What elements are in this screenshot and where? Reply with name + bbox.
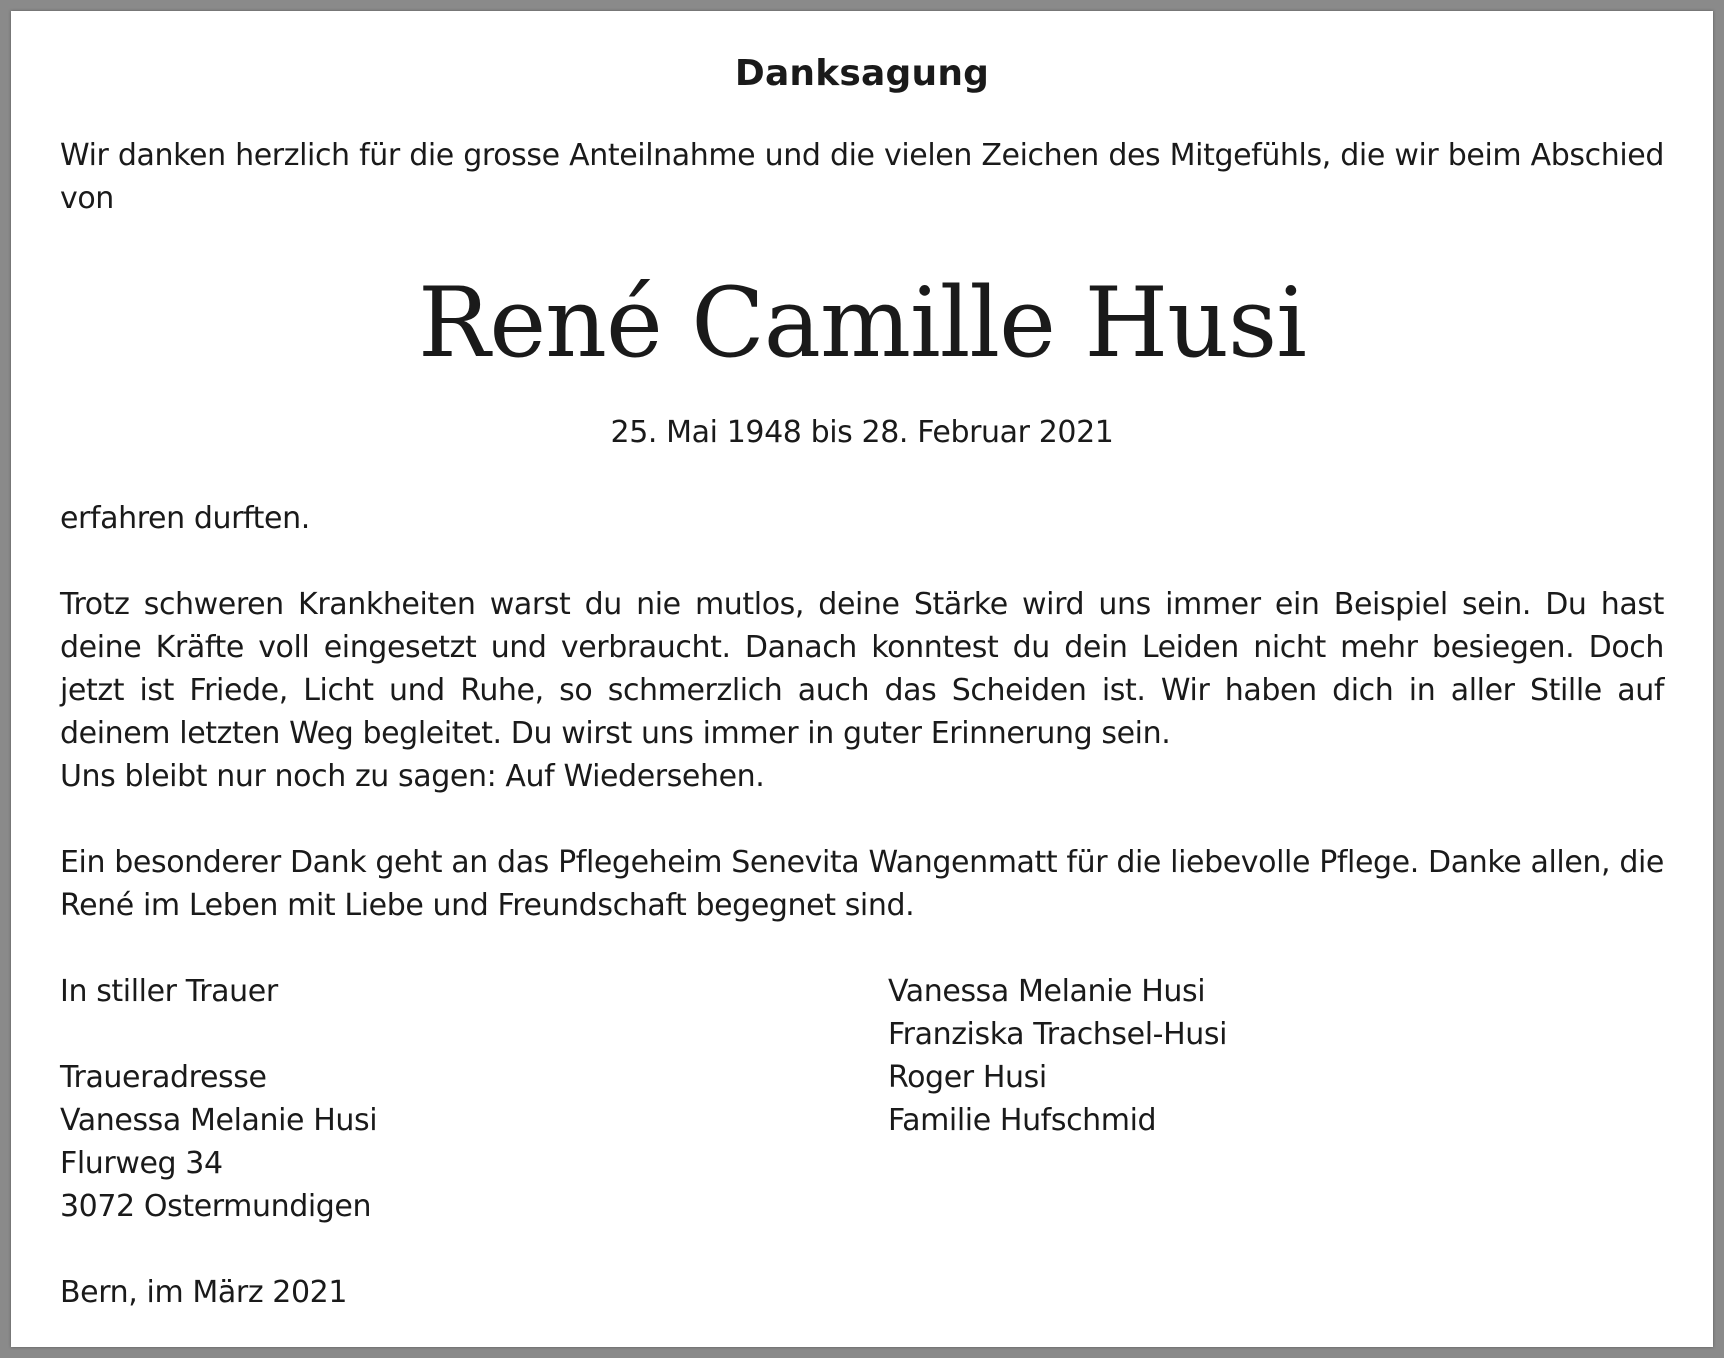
farewell-paragraph [60,583,1664,798]
place-date: Bern, im März 2021 [60,1275,348,1310]
deceased-name: René Camille Husi [418,267,1306,379]
address-label: Traueradresse [60,1060,267,1095]
mourner-name: Vanessa Melanie Husi [888,974,1206,1009]
life-dates: 25. Mai 1948 bis 28. Februar 2021 [610,415,1114,450]
mourner-name: Roger Husi [888,1060,1047,1095]
farewell-text: Trotz schweren Krankheiten warst du nie mutlos, deine Stärke wird uns immer ein Beispiel sein. Du hast deine Kräfte voll eingesetzt und verbraucht. Danach konntest du dein Leiden nicht mehr besiegen. Doch jetzt ist Friede, Licht und Ruhe, so schmerzlich auch das Scheiden ist. Wir haben dich in aller Stille auf deinem letzten Weg begleitet. Du wirst uns immer in guter Erinnerung sein. [60,587,1664,751]
intro-continuation: erfahren durften. [60,501,310,536]
mourner-name: Franziska Trachsel-Husi [888,1017,1228,1052]
obituary-page [11,11,1713,1347]
intro-text: Wir danken herzlich für die grosse Anteilnahme und die vielen Zeichen des Mitgefühls, die wir beim Abschied von [60,138,1664,216]
signature-column [60,970,820,1314]
mourning-line: In stiller Trauer [60,974,278,1009]
mourner-name: Familie Hufschmid [888,1103,1157,1138]
farewell-closing: Uns bleibt nur noch zu sagen: Auf Wiedersehen. [60,759,765,794]
address-city: 3072 Ostermundigen [60,1189,372,1224]
thanks-paragraph: Ein besonderer Dank geht an das Pflegeheim Senevita Wangenmatt für die liebevolle Pflege. Danke allen, die René im Leben mit Liebe und Freundschaft begegnet sind. [60,845,1664,923]
notice-heading: Danksagung [734,53,990,94]
mourners-list [888,970,1648,1142]
address-street: Flurweg 34 [60,1146,223,1181]
address-name: Vanessa Melanie Husi [60,1103,378,1138]
